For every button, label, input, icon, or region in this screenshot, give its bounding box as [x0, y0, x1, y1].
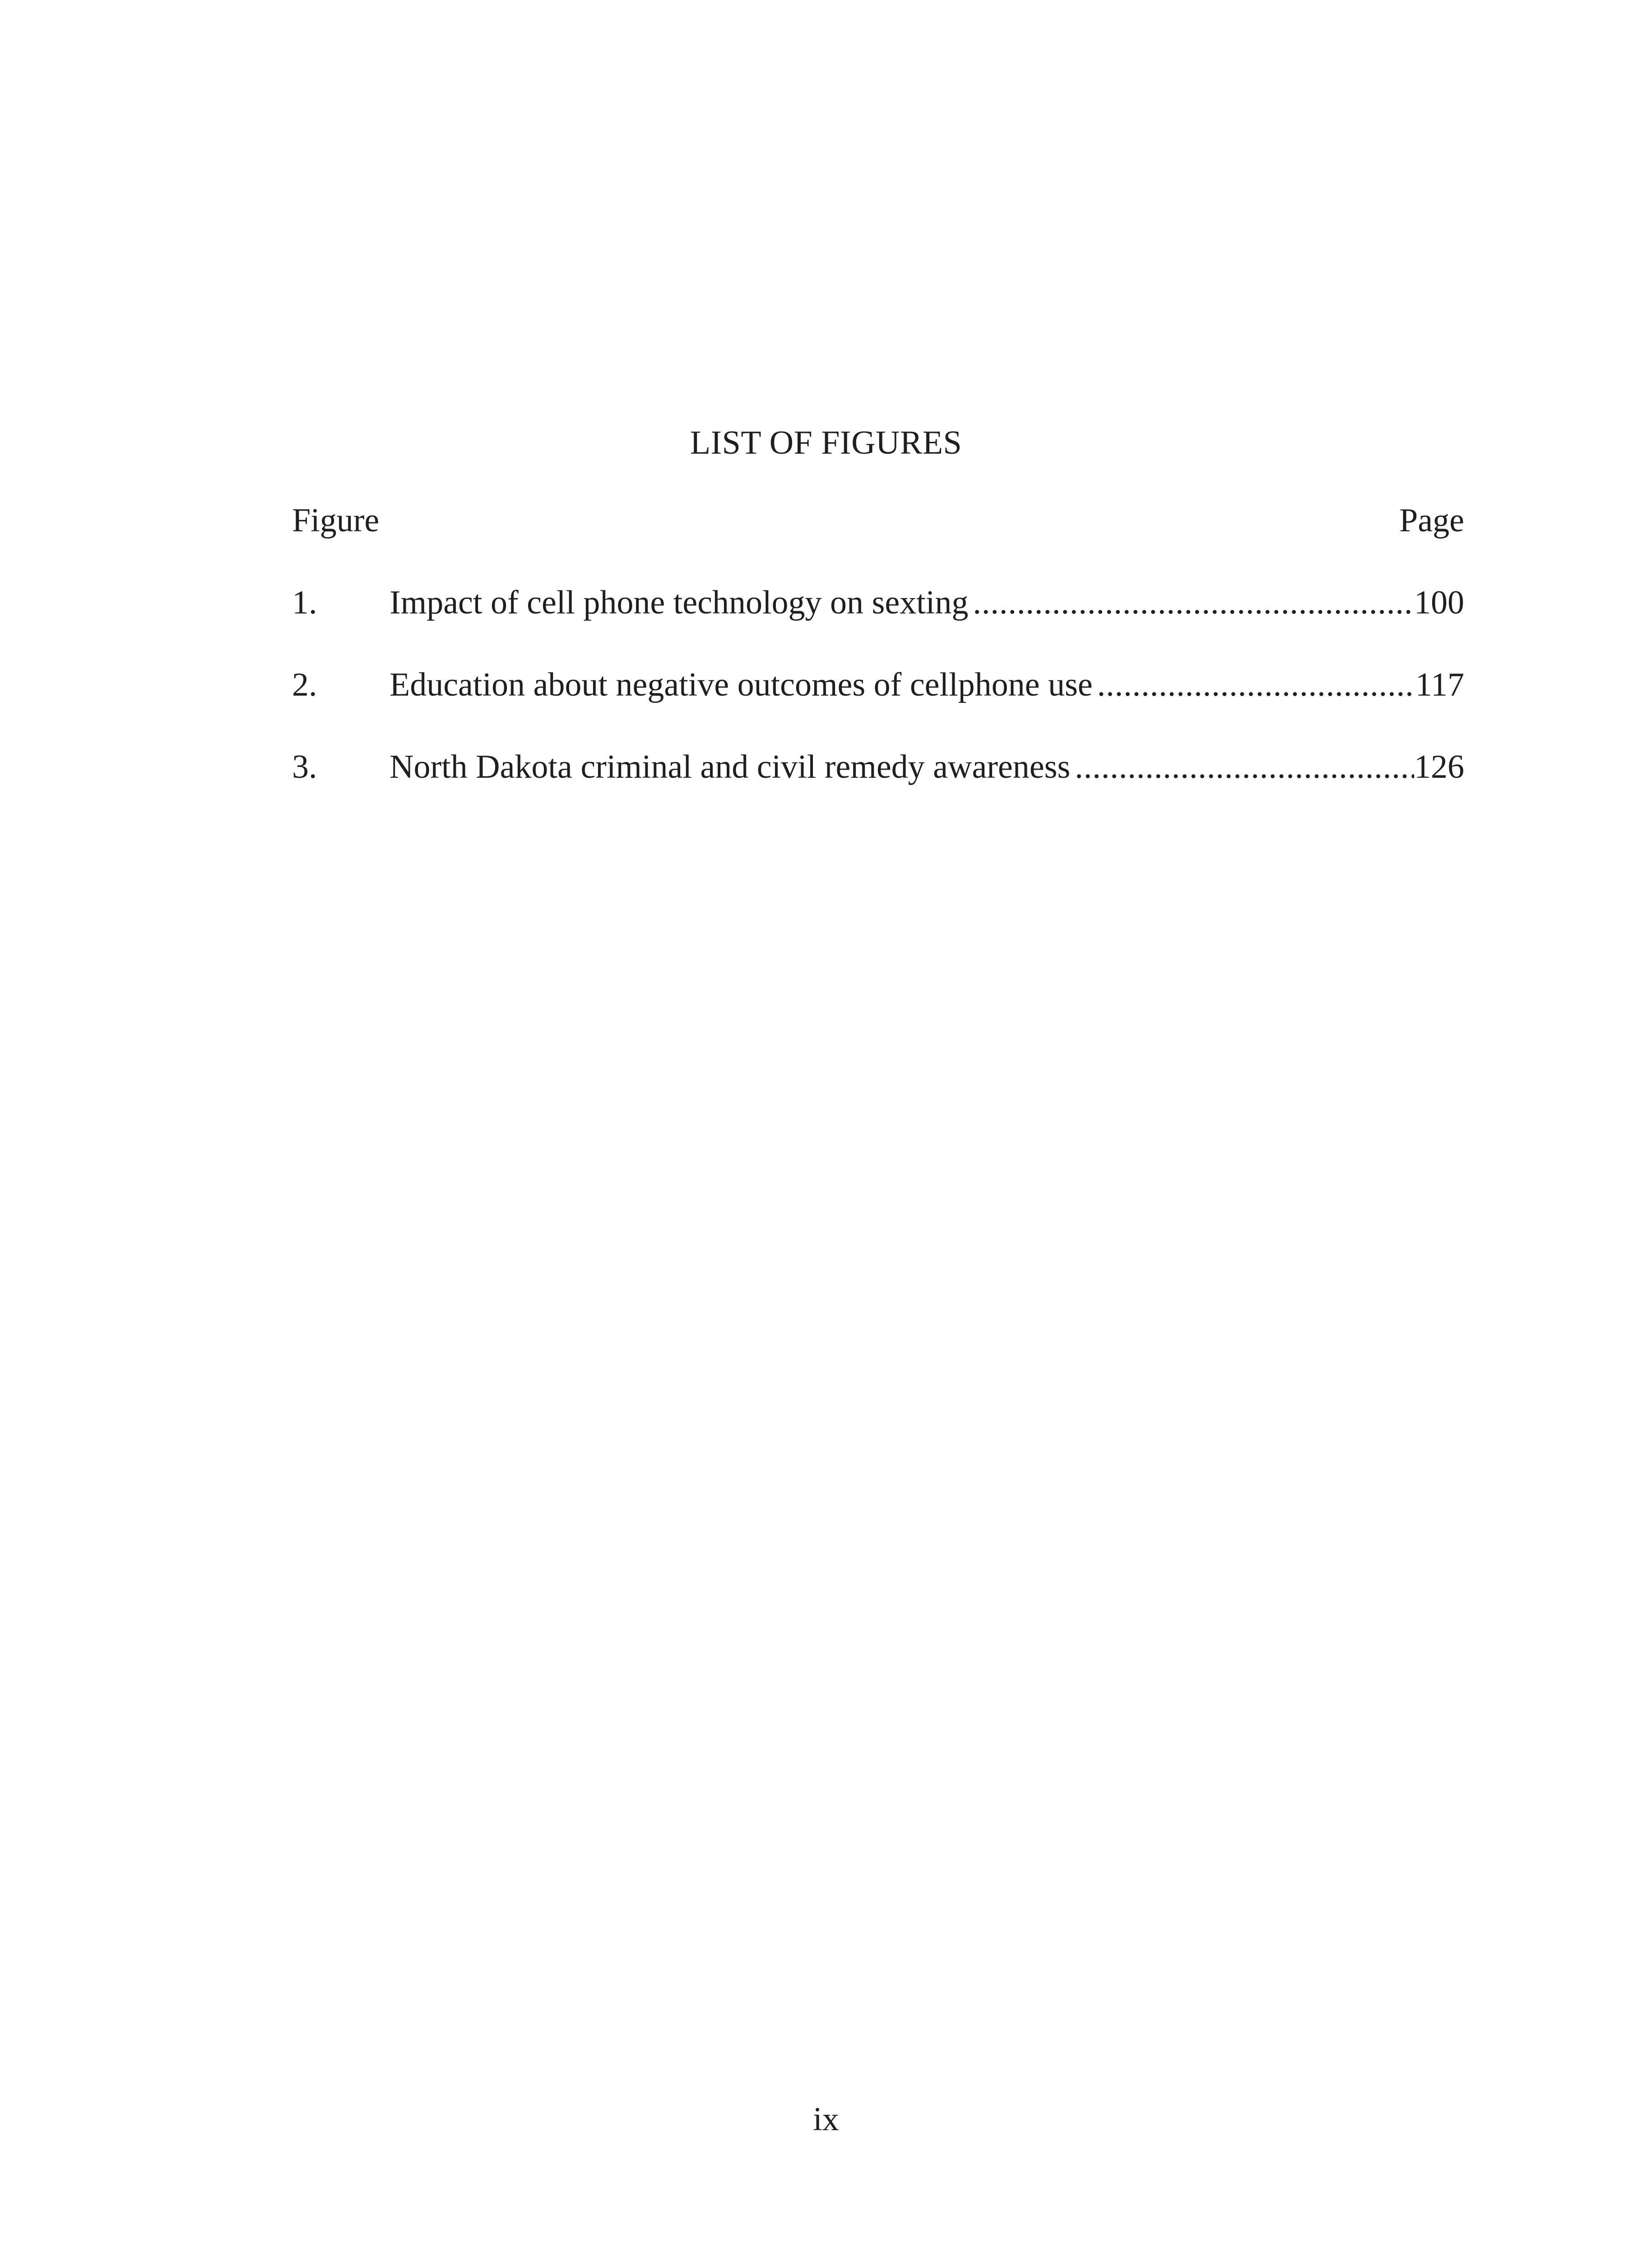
figure-number: 2. [292, 666, 317, 703]
figure-page-number: 126 [1414, 748, 1464, 785]
column-header-page: Page [1399, 502, 1464, 539]
figure-caption: North Dakota criminal and civil remedy awareness [390, 748, 1071, 785]
figure-entry-3 [292, 747, 1464, 787]
figure-page-number: 117 [1415, 666, 1464, 703]
page-title: LIST OF FIGURES [690, 424, 962, 461]
page-number: ix [813, 2101, 839, 2138]
dot-leader [1097, 664, 1415, 705]
figure-caption: Education about negative outcomes of cellphone use [390, 666, 1093, 703]
figure-caption: Impact of cell phone technology on sexting [390, 584, 969, 621]
figure-entry-2 [292, 664, 1464, 705]
dot-leader [973, 582, 1414, 623]
column-header-figure: Figure [292, 502, 380, 539]
figure-number: 3. [292, 748, 317, 785]
figure-number: 1. [292, 584, 317, 621]
figure-page-number: 100 [1414, 584, 1464, 621]
figure-entry-1 [292, 582, 1464, 623]
dot-leader [1075, 747, 1414, 787]
